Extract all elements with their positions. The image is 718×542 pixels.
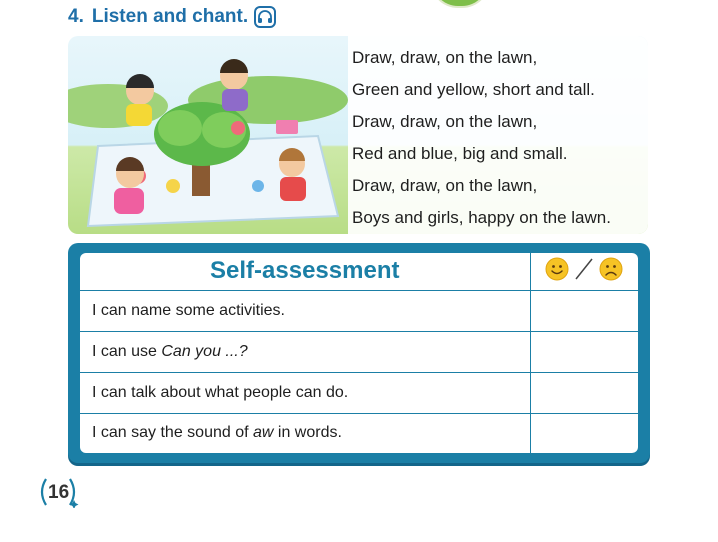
chant-panel <box>68 36 648 234</box>
self-assessment-table-wrapper <box>80 253 638 453</box>
statement-text-end: in words. <box>273 424 342 442</box>
page-number: 16 <box>48 482 70 503</box>
self-assessment-box <box>68 243 650 463</box>
table-row <box>80 331 638 372</box>
rating-cell[interactable] <box>530 413 638 453</box>
activity-heading <box>68 4 276 30</box>
statement-cell <box>80 413 530 453</box>
rating-cell[interactable] <box>530 290 638 331</box>
face-header-cell <box>530 253 638 290</box>
table-header-row <box>80 253 638 290</box>
activity-title: Listen and chant. <box>91 6 249 27</box>
children-drawing-illustration <box>68 36 348 234</box>
face-choices <box>545 257 623 281</box>
chant-line-3: Draw, draw, on the lawn, <box>352 112 538 131</box>
statement-cell <box>80 331 530 372</box>
chant-line-5: Draw, draw, on the lawn, <box>352 176 538 195</box>
activity-number: 4. <box>68 6 84 27</box>
chant-line-4: Red and blue, big and small. <box>352 144 568 163</box>
smiley-face-icon <box>545 257 569 281</box>
rating-cell[interactable] <box>530 372 638 413</box>
statement-cell <box>80 372 530 413</box>
statement-cell <box>80 290 530 331</box>
statement-text: I can say the sound of <box>92 424 253 442</box>
slash-divider-icon <box>573 257 595 281</box>
self-assessment-table <box>80 253 638 453</box>
rating-cell[interactable] <box>530 331 638 372</box>
chant-line-6: Boys and girls, happy on the lawn. <box>352 208 611 227</box>
page-number-badge <box>40 478 69 508</box>
statement-italic-text: Can you ...? <box>161 342 248 360</box>
sad-face-icon <box>599 257 623 281</box>
top-decoration <box>430 0 490 8</box>
table-row <box>80 372 638 413</box>
statement-text: I can talk about what people can do. <box>92 383 349 401</box>
statement-text: I can name some activities. <box>92 301 285 319</box>
table-row <box>80 413 638 453</box>
statement-text: I can use <box>92 342 162 360</box>
chant-lyrics <box>348 36 648 234</box>
table-row <box>80 290 638 331</box>
statement-italic-text: aw <box>253 424 274 442</box>
chant-line-1: Draw, draw, on the lawn, <box>352 48 538 67</box>
headphones-icon[interactable] <box>254 6 276 28</box>
chant-line-2: Green and yellow, short and tall. <box>352 80 595 99</box>
self-assessment-title: Self-assessment <box>80 253 530 290</box>
